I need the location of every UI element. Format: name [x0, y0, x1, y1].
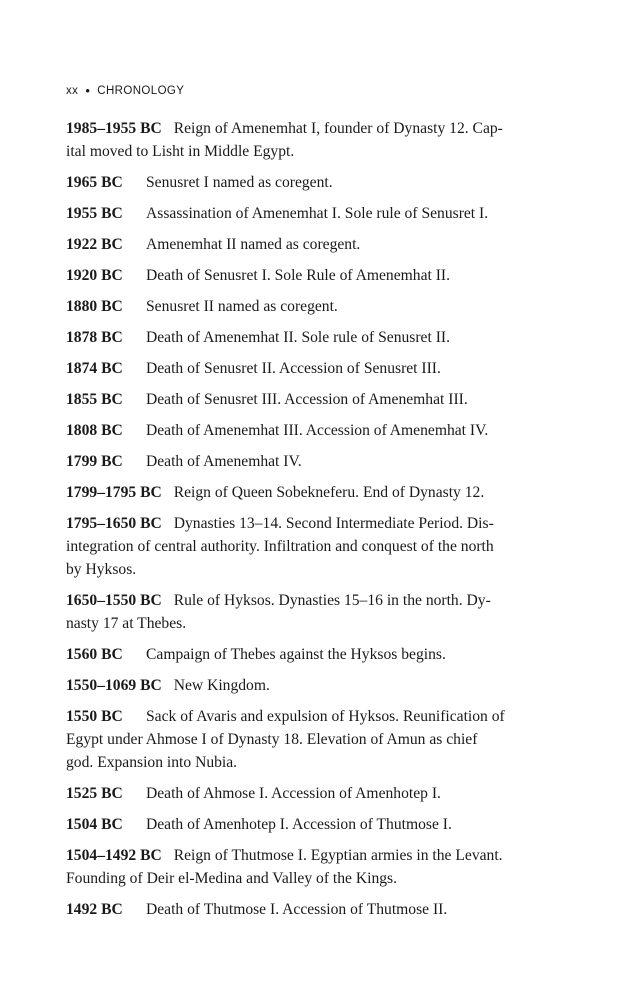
entry-text: Death of Amenemhat III. Accession of Amenemhat IV.: [146, 422, 489, 439]
entry-date: 1492 BC: [66, 901, 123, 918]
chronology-entry: [66, 357, 556, 380]
entry-text: Amenemhat II named as coregent.: [146, 236, 361, 253]
entry-text: Senusret I named as coregent.: [146, 174, 333, 191]
entry-text: Assassination of Amenemhat I. Sole rule of Senusret I.: [146, 205, 489, 222]
entry-date: 1560 BC: [66, 646, 123, 663]
bullet-separator: •: [85, 83, 91, 98]
entry-date: 1650–1550 BC: [66, 592, 162, 609]
chronology-entry: [66, 481, 556, 504]
running-head: [66, 82, 184, 97]
entry-text: Death of Amenemhat II. Sole rule of Senusret II.: [146, 329, 450, 346]
entry-date: 1799–1795 BC: [66, 484, 162, 501]
entry-text: Death of Amenemhat IV.: [146, 453, 302, 470]
entry-text-continued: Founding of Deir el-Medina and Valley of the Kings.: [66, 870, 398, 887]
entry-date: 1880 BC: [66, 298, 123, 315]
entry-text: Death of Senusret II. Accession of Senusret III.: [146, 360, 441, 377]
entry-text: Dynasties 13–14. Second Intermediate Period. Dis-: [173, 515, 494, 532]
chronology-entry: [66, 643, 556, 666]
chronology-entry: [66, 117, 556, 163]
entry-text: Reign of Thutmose I. Egyptian armies in the Levant.: [173, 847, 503, 864]
entry-text-continued: god. Expansion into Nubia.: [66, 754, 238, 771]
entry-text: Reign of Amenemhat I, founder of Dynasty 12. Cap-: [173, 120, 503, 137]
entry-text: New Kingdom.: [173, 677, 270, 694]
running-head-title: CHRONOLOGY: [97, 85, 185, 97]
entry-date: 1955 BC: [66, 205, 123, 222]
chronology-entry: [66, 674, 556, 697]
entry-text-continued: nasty 17 at Thebes.: [66, 615, 187, 632]
chronology-entry: [66, 264, 556, 287]
entry-date: 1550 BC: [66, 708, 123, 725]
entry-text: Sack of Avaris and expulsion of Hyksos. Reunification of: [146, 708, 505, 725]
chronology-entry: [66, 898, 556, 921]
chronology-entry: [66, 326, 556, 349]
entry-date: 1922 BC: [66, 236, 123, 253]
entry-text: Death of Senusret I. Sole Rule of Amenemhat II.: [146, 267, 451, 284]
entry-text: Senusret II named as coregent.: [146, 298, 338, 315]
entry-text-continued: by Hyksos.: [66, 561, 137, 578]
chronology-entry: [66, 782, 556, 805]
chronology-entry: [66, 295, 556, 318]
chronology-entries: [66, 117, 556, 929]
entry-date: 1504 BC: [66, 816, 123, 833]
entry-date: 1808 BC: [66, 422, 123, 439]
chronology-entry: [66, 589, 556, 635]
entry-date: 1985–1955 BC: [66, 120, 162, 137]
entry-date: 1550–1069 BC: [66, 677, 162, 694]
chronology-entry: [66, 202, 556, 225]
entry-date: 1799 BC: [66, 453, 123, 470]
entry-text: Reign of Queen Sobekneferu. End of Dynasty 12.: [173, 484, 485, 501]
entry-text: Death of Ahmose I. Accession of Amenhotep I.: [146, 785, 441, 802]
entry-date: 1878 BC: [66, 329, 123, 346]
entry-date: 1855 BC: [66, 391, 123, 408]
entry-date: 1795–1650 BC: [66, 515, 162, 532]
entry-date: 1504–1492 BC: [66, 847, 162, 864]
entry-text-continued: integration of central authority. Infiltration and conquest of the north: [66, 538, 494, 555]
entry-date: 1965 BC: [66, 174, 123, 191]
entry-date: 1874 BC: [66, 360, 123, 377]
entry-text: Rule of Hyksos. Dynasties 15–16 in the north. Dy-: [173, 592, 491, 609]
entry-text-continued: Egypt under Ahmose I of Dynasty 18. Elevation of Amun as chief: [66, 731, 478, 748]
entry-text: Death of Thutmose I. Accession of Thutmose II.: [146, 901, 448, 918]
chronology-entry: [66, 419, 556, 442]
chronology-entry: [66, 171, 556, 194]
chronology-entry: [66, 233, 556, 256]
entry-text: Death of Senusret III. Accession of Amenemhat III.: [146, 391, 468, 408]
entry-text: Death of Amenhotep I. Accession of Thutmose I.: [146, 816, 452, 833]
entry-text-continued: ital moved to Lisht in Middle Egypt.: [66, 143, 295, 160]
entry-text: Campaign of Thebes against the Hyksos begins.: [146, 646, 446, 663]
chronology-entry: [66, 705, 556, 774]
entry-date: 1525 BC: [66, 785, 123, 802]
chronology-entry: [66, 450, 556, 473]
folio: xx: [66, 85, 79, 97]
entry-date: 1920 BC: [66, 267, 123, 284]
chronology-entry: [66, 388, 556, 411]
chronology-entry: [66, 813, 556, 836]
chronology-entry: [66, 512, 556, 581]
chronology-entry: [66, 844, 556, 890]
